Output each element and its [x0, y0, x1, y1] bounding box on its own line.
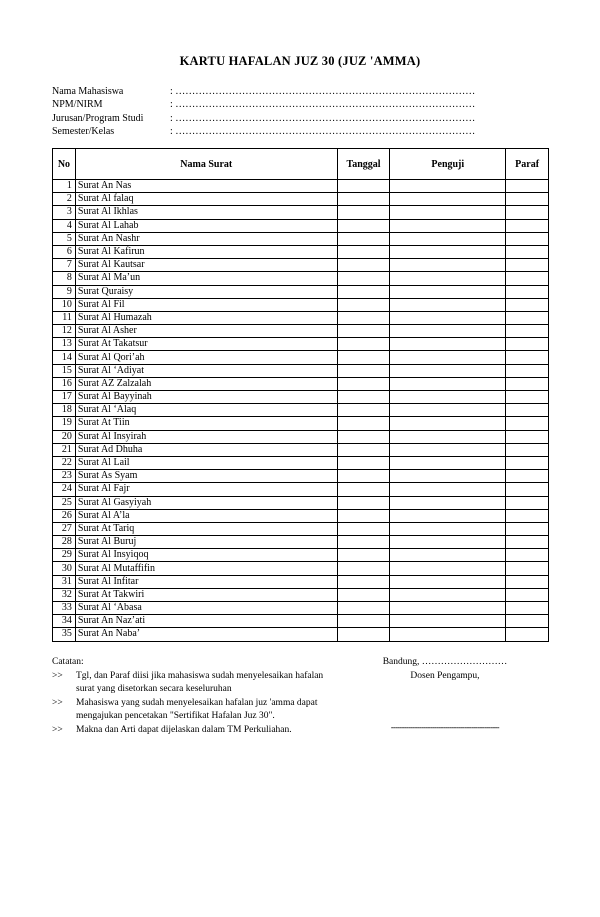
surat-name: Surat Al Humazah — [75, 311, 337, 324]
signature-role: Dosen Pengampu, — [410, 670, 480, 681]
table-row — [53, 325, 549, 338]
surat-name: Surat Al ‘Adiyat — [75, 364, 337, 377]
signature-place-date: Bandung, ……………………… — [382, 657, 508, 667]
penguji-cell[interactable] — [390, 232, 506, 245]
tanggal-cell[interactable] — [337, 483, 390, 496]
penguji-cell[interactable] — [390, 417, 506, 430]
paraf-cell[interactable] — [506, 602, 549, 615]
row-number: 4 — [53, 219, 76, 232]
paraf-cell[interactable] — [506, 615, 549, 628]
tanggal-cell[interactable] — [337, 522, 390, 535]
table-row — [53, 509, 549, 522]
tanggal-cell[interactable] — [337, 311, 390, 324]
surat-name: Surat Al Ikhlas — [75, 206, 337, 219]
table-row — [53, 443, 549, 456]
identity-section — [52, 85, 520, 139]
note-text: Makna dan Arti dapat dijelaskan dalam TM Perkuliahan. — [76, 724, 292, 735]
row-number: 3 — [53, 206, 76, 219]
row-number: 9 — [53, 285, 76, 298]
identity-label: NPM/NIRM — [52, 99, 103, 111]
table-row — [53, 549, 549, 562]
penguji-cell[interactable] — [390, 285, 506, 298]
penguji-cell[interactable] — [390, 470, 506, 483]
identity-row — [52, 125, 520, 138]
table-header-row — [53, 149, 549, 180]
paraf-cell[interactable] — [506, 522, 549, 535]
row-number: 29 — [53, 549, 76, 562]
penguji-cell[interactable] — [390, 615, 506, 628]
penguji-cell[interactable] — [390, 483, 506, 496]
tanggal-cell[interactable] — [337, 549, 390, 562]
penguji-cell[interactable] — [390, 430, 506, 443]
penguji-cell[interactable] — [390, 377, 506, 390]
tanggal-cell[interactable] — [337, 219, 390, 232]
row-number: 27 — [53, 522, 76, 535]
note-bullet: >> — [52, 670, 63, 681]
paraf-cell[interactable] — [506, 206, 549, 219]
hafalan-table — [52, 148, 549, 642]
tanggal-cell[interactable] — [337, 351, 390, 364]
row-number: 8 — [53, 272, 76, 285]
tanggal-cell[interactable] — [337, 562, 390, 575]
penguji-cell[interactable] — [390, 193, 506, 206]
row-number: 16 — [53, 377, 76, 390]
identity-label: Nama Mahasiswa — [52, 86, 124, 97]
tanggal-cell[interactable] — [337, 615, 390, 628]
row-number: 25 — [53, 496, 76, 509]
penguji-cell[interactable] — [390, 325, 506, 338]
table-row — [53, 483, 549, 496]
paraf-cell[interactable] — [506, 259, 549, 272]
tanggal-cell[interactable] — [337, 245, 390, 258]
surat-name: Surat At Takwiri — [75, 588, 337, 601]
penguji-cell[interactable] — [390, 272, 506, 285]
tanggal-cell[interactable] — [337, 364, 390, 377]
table-row — [53, 470, 549, 483]
surat-name: Surat At Takatsur — [75, 338, 337, 351]
row-number: 30 — [53, 562, 76, 575]
identity-label: Semester/Kelas — [52, 126, 115, 138]
penguji-cell[interactable] — [390, 456, 506, 469]
notes-heading: Catatan: — [52, 657, 84, 667]
note-bullet: >> — [52, 697, 63, 708]
tanggal-cell[interactable] — [337, 325, 390, 338]
identity-field[interactable]: : ……………………………………………………………………………… — [170, 112, 476, 124]
paraf-cell[interactable] — [506, 272, 549, 285]
tanggal-cell[interactable] — [337, 272, 390, 285]
signature-line: -------------------------------------------------- — [390, 723, 500, 733]
surat-name: Surat Al Gasyiyah — [75, 496, 337, 509]
identity-label: Jurusan/Program Studi — [52, 112, 144, 124]
table-row — [53, 272, 549, 285]
tanggal-cell[interactable] — [337, 417, 390, 430]
row-number: 7 — [53, 259, 76, 272]
penguji-cell[interactable] — [390, 536, 506, 549]
penguji-cell[interactable] — [390, 391, 506, 404]
note-bullet: >> — [52, 724, 63, 735]
table-row — [53, 193, 549, 206]
paraf-cell[interactable] — [506, 509, 549, 522]
row-number: 32 — [53, 588, 76, 601]
table-row — [53, 311, 549, 324]
table-row — [53, 404, 549, 417]
surat-name: Surat Al Ma’un — [75, 272, 337, 285]
surat-name: Surat Al Asher — [75, 325, 337, 338]
identity-row — [52, 98, 520, 111]
surat-name: Surat Al A’la — [75, 509, 337, 522]
table-row — [53, 245, 549, 258]
row-number: 2 — [53, 193, 76, 206]
penguji-cell[interactable] — [390, 245, 506, 258]
table-row — [53, 259, 549, 272]
surat-name: Surat Al Insyiqoq — [75, 549, 337, 562]
surat-name: Surat Al Mutaffifin — [75, 562, 337, 575]
paraf-cell[interactable] — [506, 470, 549, 483]
paraf-cell[interactable] — [506, 628, 549, 641]
paraf-cell[interactable] — [506, 219, 549, 232]
row-number: 22 — [53, 456, 76, 469]
note-item — [52, 697, 342, 724]
tanggal-cell[interactable] — [337, 206, 390, 219]
surat-name: Surat Al Qori’ah — [75, 351, 337, 364]
paraf-cell[interactable] — [506, 338, 549, 351]
paraf-cell[interactable] — [506, 351, 549, 364]
tanggal-cell[interactable] — [337, 404, 390, 417]
tanggal-cell[interactable] — [337, 496, 390, 509]
tanggal-cell[interactable] — [337, 377, 390, 390]
table-row — [53, 562, 549, 575]
header-penguji: Penguji — [390, 149, 506, 180]
surat-name: Surat At Tariq — [75, 522, 337, 535]
table-body — [53, 180, 549, 642]
table-row — [53, 588, 549, 601]
table-row — [53, 180, 549, 193]
table-row — [53, 338, 549, 351]
penguji-cell[interactable] — [390, 404, 506, 417]
row-number: 20 — [53, 430, 76, 443]
signature-block — [360, 656, 530, 735]
row-number: 24 — [53, 483, 76, 496]
table-row — [53, 496, 549, 509]
penguji-cell[interactable] — [390, 259, 506, 272]
table-row — [53, 232, 549, 245]
row-number: 10 — [53, 298, 76, 311]
table-row — [53, 615, 549, 628]
surat-name: Surat Al ‘Abasa — [75, 602, 337, 615]
penguji-cell[interactable] — [390, 496, 506, 509]
surat-name: Surat Al Bayyinah — [75, 391, 337, 404]
row-number: 14 — [53, 351, 76, 364]
identity-field[interactable]: : ……………………………………………………………………………… — [170, 86, 476, 97]
row-number: 12 — [53, 325, 76, 338]
surat-name: Surat AZ Zalzalah — [75, 377, 337, 390]
row-number: 5 — [53, 232, 76, 245]
penguji-cell[interactable] — [390, 628, 506, 641]
page-title: KARTU HAFALAN JUZ 30 (JUZ 'AMMA) — [179, 54, 421, 68]
paraf-cell[interactable] — [506, 536, 549, 549]
surat-name: Surat Al Infitar — [75, 575, 337, 588]
surat-name: Surat Al Fil — [75, 298, 337, 311]
surat-name: Surat An Naz’ati — [75, 615, 337, 628]
table-row — [53, 536, 549, 549]
table-row — [53, 575, 549, 588]
tanggal-cell[interactable] — [337, 588, 390, 601]
paraf-cell[interactable] — [506, 483, 549, 496]
table-row — [53, 628, 549, 641]
row-number: 31 — [53, 575, 76, 588]
penguji-cell[interactable] — [390, 549, 506, 562]
penguji-cell[interactable] — [390, 364, 506, 377]
paraf-cell[interactable] — [506, 245, 549, 258]
header-tanggal: Tanggal — [337, 149, 390, 180]
table-row — [53, 377, 549, 390]
paraf-cell[interactable] — [506, 562, 549, 575]
surat-name: Surat An Naba’ — [75, 628, 337, 641]
penguji-cell[interactable] — [390, 311, 506, 324]
surat-name: Surat Al ‘Alaq — [75, 404, 337, 417]
penguji-cell[interactable] — [390, 522, 506, 535]
tanggal-cell[interactable] — [337, 285, 390, 298]
paraf-cell[interactable] — [506, 232, 549, 245]
surat-name: Surat Al Fajr — [75, 483, 337, 496]
tanggal-cell[interactable] — [337, 430, 390, 443]
row-number: 23 — [53, 470, 76, 483]
surat-name: Surat Al Insyirah — [75, 430, 337, 443]
table-row — [53, 219, 549, 232]
table-row — [53, 602, 549, 615]
header-paraf: Paraf — [506, 149, 549, 180]
paraf-cell[interactable] — [506, 575, 549, 588]
paraf-cell[interactable] — [506, 588, 549, 601]
table-row — [53, 456, 549, 469]
row-number: 28 — [53, 536, 76, 549]
surat-name: Surat Al Lail — [75, 456, 337, 469]
tanggal-cell[interactable] — [337, 259, 390, 272]
tanggal-cell[interactable] — [337, 298, 390, 311]
table-row — [53, 364, 549, 377]
row-number: 6 — [53, 245, 76, 258]
identity-field[interactable]: : ……………………………………………………………………………… — [170, 99, 476, 111]
surat-name: Surat An Nas — [75, 180, 337, 193]
surat-name: Surat As Syam — [75, 470, 337, 483]
table-row — [53, 430, 549, 443]
paraf-cell[interactable] — [506, 391, 549, 404]
row-number: 17 — [53, 391, 76, 404]
surat-name: Surat Quraisy — [75, 285, 337, 298]
tanggal-cell[interactable] — [337, 443, 390, 456]
tanggal-cell[interactable] — [337, 391, 390, 404]
surat-name: Surat Ad Dhuha — [75, 443, 337, 456]
paraf-cell[interactable] — [506, 443, 549, 456]
paraf-cell[interactable] — [506, 417, 549, 430]
tanggal-cell[interactable] — [337, 470, 390, 483]
surat-name: Surat Al Lahab — [75, 219, 337, 232]
penguji-cell[interactable] — [390, 562, 506, 575]
table-row — [53, 522, 549, 535]
notes-section — [52, 656, 342, 738]
paraf-cell[interactable] — [506, 285, 549, 298]
identity-row — [52, 112, 520, 125]
surat-name: Surat Al falaq — [75, 193, 337, 206]
table-row — [53, 391, 549, 404]
penguji-cell[interactable] — [390, 180, 506, 193]
surat-name: Surat At Tiin — [75, 417, 337, 430]
paraf-cell[interactable] — [506, 325, 549, 338]
paraf-cell[interactable] — [506, 193, 549, 206]
penguji-cell[interactable] — [390, 588, 506, 601]
surat-name: Surat Al Kafirun — [75, 245, 337, 258]
paraf-cell[interactable] — [506, 180, 549, 193]
penguji-cell[interactable] — [390, 351, 506, 364]
tanggal-cell[interactable] — [337, 536, 390, 549]
penguji-cell[interactable] — [390, 509, 506, 522]
notes-list — [52, 670, 342, 738]
row-number: 34 — [53, 615, 76, 628]
row-number: 26 — [53, 509, 76, 522]
paraf-cell[interactable] — [506, 364, 549, 377]
row-number: 15 — [53, 364, 76, 377]
row-number: 1 — [53, 180, 76, 193]
header-no: No — [53, 149, 76, 180]
tanggal-cell[interactable] — [337, 456, 390, 469]
penguji-cell[interactable] — [390, 338, 506, 351]
paraf-cell[interactable] — [506, 377, 549, 390]
note-item — [52, 724, 342, 738]
table-row — [53, 285, 549, 298]
tanggal-cell[interactable] — [337, 232, 390, 245]
tanggal-cell[interactable] — [337, 575, 390, 588]
tanggal-cell[interactable] — [337, 509, 390, 522]
row-number: 11 — [53, 311, 76, 324]
paraf-cell[interactable] — [506, 430, 549, 443]
penguji-cell[interactable] — [390, 443, 506, 456]
identity-row — [52, 85, 520, 98]
table-row — [53, 298, 549, 311]
note-text: Mahasiswa yang sudah menyelesaikan hafalan juz 'amma dapat mengajukan pencetakan "Sertifikat Hafalan Juz 30". — [76, 697, 318, 722]
tanggal-cell[interactable] — [337, 193, 390, 206]
row-number: 21 — [53, 443, 76, 456]
paraf-cell[interactable] — [506, 496, 549, 509]
paraf-cell[interactable] — [506, 404, 549, 417]
table-row — [53, 417, 549, 430]
surat-name: Surat Al Kautsar — [75, 259, 337, 272]
table-row — [53, 206, 549, 219]
paraf-cell[interactable] — [506, 311, 549, 324]
header-nama-surat: Nama Surat — [75, 149, 337, 180]
tanggal-cell[interactable] — [337, 628, 390, 641]
row-number: 18 — [53, 404, 76, 417]
penguji-cell[interactable] — [390, 206, 506, 219]
surat-name: Surat Al Buruj — [75, 536, 337, 549]
table-row — [53, 351, 549, 364]
tanggal-cell[interactable] — [337, 602, 390, 615]
paraf-cell[interactable] — [506, 456, 549, 469]
note-item — [52, 670, 342, 697]
penguji-cell[interactable] — [390, 219, 506, 232]
penguji-cell[interactable] — [390, 602, 506, 615]
note-text: Tgl, dan Paraf diisi jika mahasiswa sudah menyelesaikan hafalan surat yang disetorkan secara keseluruhan — [76, 670, 324, 695]
penguji-cell[interactable] — [390, 575, 506, 588]
tanggal-cell[interactable] — [337, 338, 390, 351]
row-number: 33 — [53, 602, 76, 615]
penguji-cell[interactable] — [390, 298, 506, 311]
row-number: 13 — [53, 338, 76, 351]
paraf-cell[interactable] — [506, 298, 549, 311]
row-number: 19 — [53, 417, 76, 430]
surat-name: Surat An Nashr — [75, 232, 337, 245]
paraf-cell[interactable] — [506, 549, 549, 562]
row-number: 35 — [53, 628, 76, 641]
tanggal-cell[interactable] — [337, 180, 390, 193]
identity-field[interactable]: : ……………………………………………………………………………… — [170, 126, 476, 138]
